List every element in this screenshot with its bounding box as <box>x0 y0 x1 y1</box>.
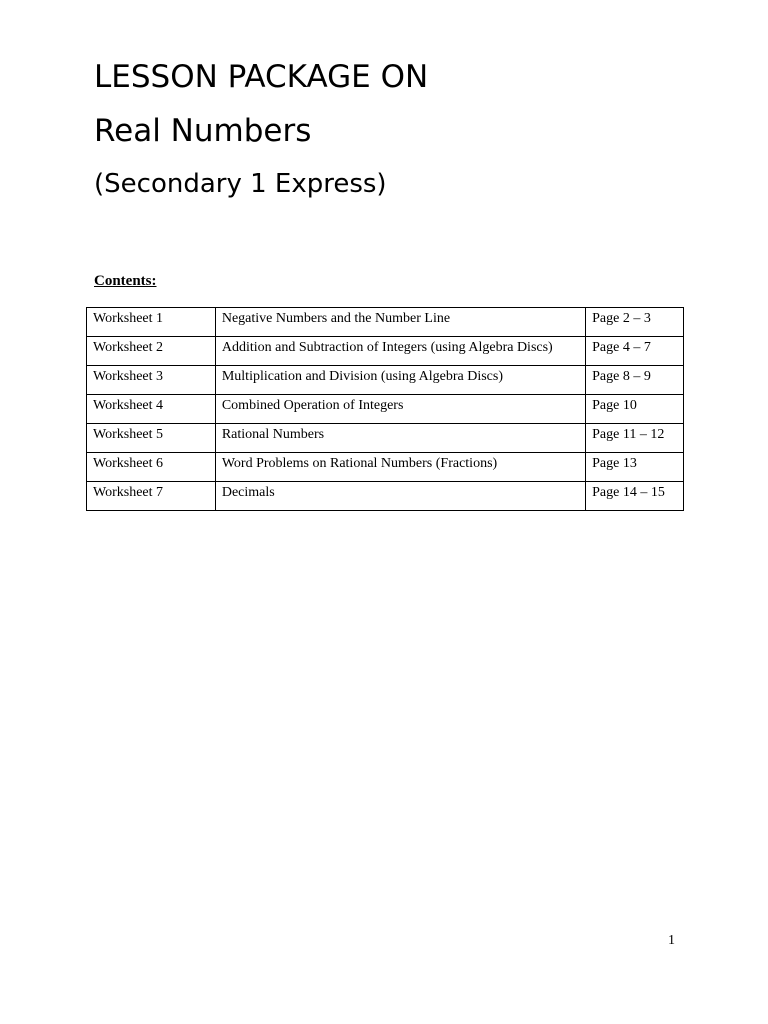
worksheet-cell: Worksheet 3 <box>87 366 216 395</box>
topic-cell: Rational Numbers <box>215 424 585 453</box>
worksheet-cell: Worksheet 4 <box>87 395 216 424</box>
worksheet-cell: Worksheet 1 <box>87 308 216 337</box>
pages-cell: Page 14 – 15 <box>586 482 684 511</box>
pages-cell: Page 4 – 7 <box>586 337 684 366</box>
pages-cell: Page 8 – 9 <box>586 366 684 395</box>
title-line-2: Real Numbers <box>94 113 312 149</box>
table-row <box>87 424 684 453</box>
table-row <box>87 395 684 424</box>
title-line-1: LESSON PACKAGE ON <box>94 59 429 95</box>
worksheet-cell: Worksheet 6 <box>87 453 216 482</box>
pages-cell: Page 2 – 3 <box>586 308 684 337</box>
contents-heading: Contents: <box>94 273 157 289</box>
worksheet-cell: Worksheet 5 <box>87 424 216 453</box>
title-line-3: (Secondary 1 Express) <box>94 169 387 199</box>
topic-cell: Decimals <box>215 482 585 511</box>
topic-cell: Addition and Subtraction of Integers (using Algebra Discs) <box>215 337 585 366</box>
pages-cell: Page 10 <box>586 395 684 424</box>
pages-cell: Page 13 <box>586 453 684 482</box>
topic-cell: Multiplication and Division (using Algebra Discs) <box>215 366 585 395</box>
worksheet-cell: Worksheet 2 <box>87 337 216 366</box>
topic-cell: Combined Operation of Integers <box>215 395 585 424</box>
worksheet-cell: Worksheet 7 <box>87 482 216 511</box>
table-row <box>87 366 684 395</box>
topic-cell: Word Problems on Rational Numbers (Fractions) <box>215 453 585 482</box>
page-number: 1 <box>668 933 675 948</box>
table-row <box>87 337 684 366</box>
topic-cell: Negative Numbers and the Number Line <box>215 308 585 337</box>
table-row <box>87 308 684 337</box>
table-row <box>87 482 684 511</box>
pages-cell: Page 11 – 12 <box>586 424 684 453</box>
table-row <box>87 453 684 482</box>
contents-table <box>86 307 684 511</box>
